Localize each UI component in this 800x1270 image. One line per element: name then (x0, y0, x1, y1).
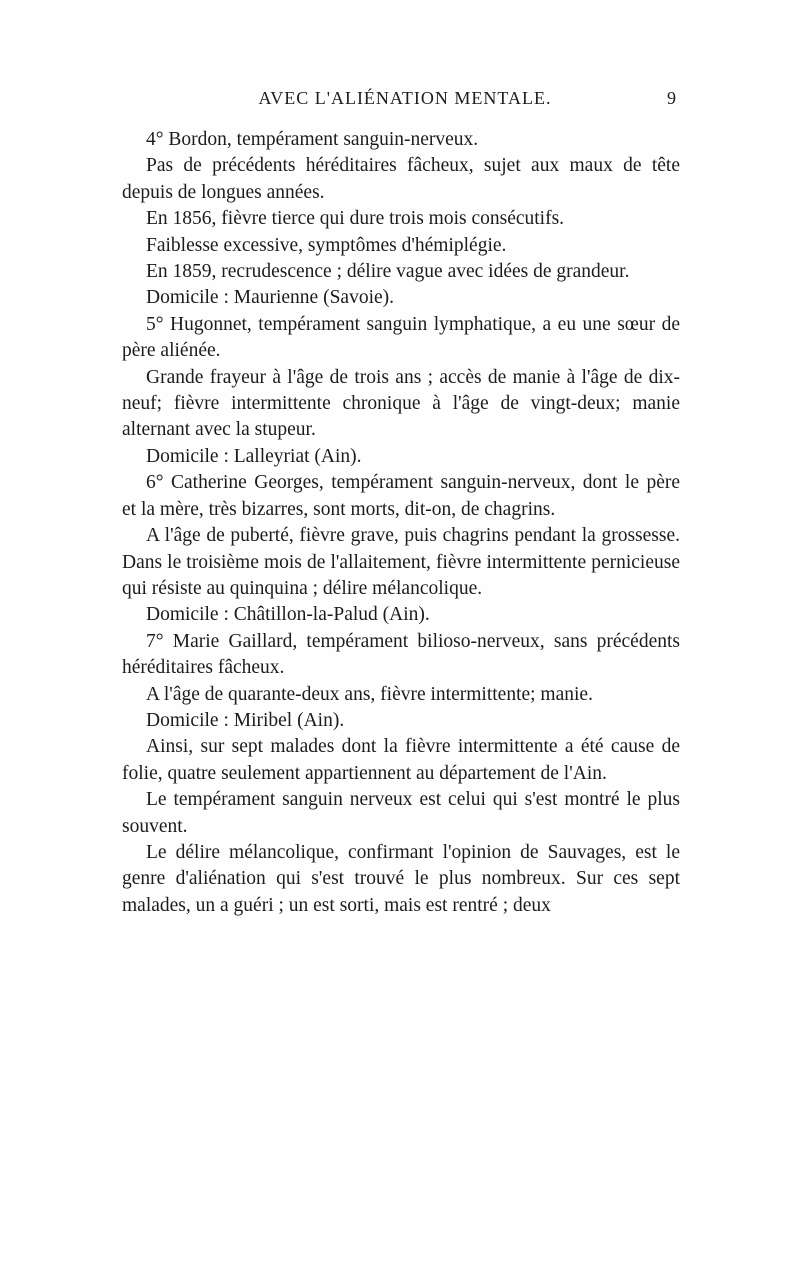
running-title: AVEC L'ALIÉNATION MENTALE. (258, 88, 552, 108)
paragraph: Domicile : Châtillon-la-Palud (Ain). (146, 604, 430, 626)
paragraph: Grande frayeur à l'âge de trois ans ; accès de manie à l'âge de dix-neuf; fièvre intermittente chronique à l'âge de vingt-deux; manie alternant avec la stupeur. (122, 366, 680, 441)
paragraph: Pas de précédents héréditaires fâcheux, sujet aux maux de tête depuis de longues années. (122, 155, 680, 203)
paragraph: En 1859, recrudescence ; délire vague avec idées de grandeur. (146, 261, 630, 283)
paragraph: Faiblesse excessive, symptômes d'hémiplégie. (146, 234, 507, 256)
text-body (122, 127, 680, 919)
paragraph: En 1856, fièvre tierce qui dure trois mois consécutifs. (146, 208, 565, 230)
paragraph: Domicile : Lalleyriat (Ain). (146, 445, 362, 467)
paragraph: Ainsi, sur sept malades dont la fièvre intermittente a été cause de folie, quatre seulement appartiennent au département de l'Ain. (122, 736, 680, 784)
paragraph: A l'âge de puberté, fièvre grave, puis chagrins pendant la grossesse. Dans le troisième mois de l'allaitement, fièvre intermittente pernicieuse qui résiste au quinquina ; délire mélancolique. (122, 525, 680, 599)
running-head (130, 88, 680, 118)
paragraph: Domicile : Miribel (Ain). (146, 709, 345, 731)
paragraph: A l'âge de quarante-deux ans, fièvre intermittente; manie. (146, 683, 593, 705)
paragraph: 6° Catherine Georges, tempérament sanguin-nerveux, dont le père et la mère, très bizarres, sont morts, dit-on, de chagrins. (122, 472, 680, 520)
page-number: 9 (667, 88, 676, 108)
paragraph: Domicile : Maurienne (Savoie). (146, 287, 395, 309)
paragraph: 4° Bordon, tempérament sanguin-nerveux. (146, 129, 479, 150)
paragraph: 7° Marie Gaillard, tempérament bilioso-nerveux, sans précédents héréditaires fâcheux. (122, 630, 680, 679)
paragraph: Le délire mélancolique, confirmant l'opinion de Sauvages, est le genre d'aliénation qui s'est trouvé le plus nombreux. Sur ces sept malades, un a guéri ; un est sorti, mais est rentré ; deux (122, 841, 680, 916)
paragraph: 5° Hugonnet, tempérament sanguin lymphatique, a eu une sœur de père aliénée. (122, 313, 680, 362)
paragraph: Le tempérament sanguin nerveux est celui qui s'est montré le plus souvent. (122, 789, 680, 837)
